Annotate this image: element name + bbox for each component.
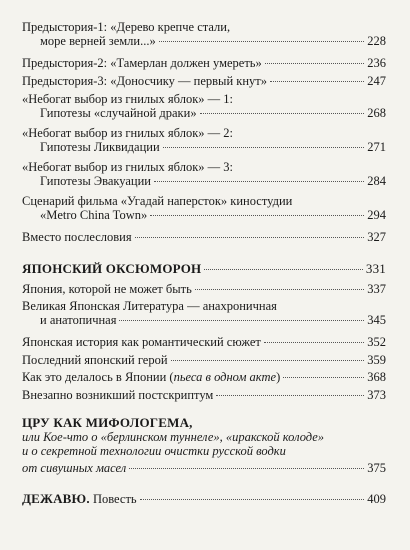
toc-entry-title: Предыстория-2: «Тамерлан должен умереть» <box>22 56 262 70</box>
dot-leader <box>159 41 365 42</box>
toc-entry-title: Предыстория-3: «Доносчику — первый кнут» <box>22 74 267 88</box>
toc-entry-title: «Metro China Town» <box>40 208 148 222</box>
dot-leader <box>140 499 365 500</box>
toc-entry <box>22 56 386 70</box>
toc-section-dejavu <box>22 492 386 506</box>
toc-entry <box>22 335 386 349</box>
section-title: ЯПОНСКИЙ ОКСЮМОРОН <box>22 261 202 276</box>
toc-entry-title: Япония, которой не может быть <box>22 282 192 296</box>
toc-section-cia <box>22 416 386 475</box>
toc-page-number: 327 <box>367 230 386 244</box>
toc-entry-line: Сценарий фильма «Угадай наперсток» киностудии <box>22 194 293 208</box>
toc-entry-title: море верней земли...» <box>40 34 156 48</box>
toc-page-number: 373 <box>367 388 386 402</box>
dot-leader <box>129 468 364 469</box>
toc-entry-title <box>22 370 280 384</box>
section-subtitle-line: или Кое-что о «берлинском туннеле», «иракской колоде» <box>22 430 325 444</box>
toc-page-number: 331 <box>365 261 386 276</box>
toc-entry <box>22 370 386 384</box>
section-subtitle-line: от сивушных масел <box>22 461 127 475</box>
dot-leader <box>265 63 364 64</box>
toc-entry <box>22 194 386 222</box>
dot-leader <box>270 81 364 82</box>
toc-page-number: 352 <box>367 335 386 349</box>
section-title <box>22 492 137 506</box>
toc-entry <box>22 353 386 367</box>
dot-leader <box>283 377 364 378</box>
toc-entry <box>22 74 386 88</box>
dot-leader <box>154 181 364 182</box>
toc-entry <box>22 126 386 154</box>
toc-entry <box>22 282 386 296</box>
toc-section-heading <box>22 262 386 276</box>
toc-entry <box>22 92 386 120</box>
toc-page-number: 359 <box>367 353 386 367</box>
section-title-bold: ДЕЖАВЮ. <box>22 491 90 506</box>
toc-page-number: 368 <box>367 370 386 384</box>
toc-entry-title: Гипотезы Эвакуации <box>40 174 151 188</box>
toc-entry-title: Внезапно возникший постскриптум <box>22 388 214 402</box>
toc-entry <box>22 20 386 48</box>
section-title-rest: Повесть <box>89 492 137 506</box>
toc-page-number: 236 <box>367 56 386 70</box>
toc-entry-title: Гипотезы «случайной драки» <box>40 106 197 120</box>
toc-page-number: 294 <box>367 208 386 222</box>
section-title: ЦРУ КАК МИФОЛОГЕМА, <box>22 415 193 430</box>
toc-entry-line: «Небогат выбор из гнилых яблок» — 3: <box>22 160 234 174</box>
dot-leader <box>200 113 365 114</box>
toc-entry-title-close: ) <box>276 370 281 384</box>
toc-page-number: 228 <box>367 34 386 48</box>
dot-leader <box>264 342 364 343</box>
toc-entry-line: Предыстория-1: «Дерево крепче стали, <box>22 20 231 34</box>
toc-entry <box>22 230 386 244</box>
toc-entry-title: и анатопичная <box>40 313 117 327</box>
dot-leader <box>216 395 364 396</box>
toc-entry-line: Великая Японская Литература — анахроничная <box>22 299 277 313</box>
dot-leader <box>195 289 364 290</box>
dot-leader <box>163 147 365 148</box>
toc-entry <box>22 299 386 327</box>
toc-page-number: 337 <box>367 282 386 296</box>
toc-page-number: 375 <box>367 461 386 475</box>
toc-page-number: 268 <box>367 106 386 120</box>
dot-leader <box>135 237 365 238</box>
toc-entry-title: Гипотезы Ликвидации <box>40 140 160 154</box>
toc-page-number: 345 <box>367 313 386 327</box>
toc-entry-title: Последний японский герой <box>22 353 168 367</box>
toc-page-number: 271 <box>367 140 386 154</box>
toc-entry-title: Японская история как романтический сюжет <box>22 335 261 349</box>
dot-leader <box>171 360 365 361</box>
dot-leader <box>119 320 364 321</box>
toc-page-number: 409 <box>367 492 386 506</box>
section-subtitle-line: и о секретной технологии очистки русской водки <box>22 444 286 458</box>
toc-page-number: 284 <box>367 174 386 188</box>
toc-entry-title-italic: пьеса в одном акте <box>173 370 277 384</box>
dot-leader <box>150 215 364 216</box>
toc-page-number: 247 <box>367 74 386 88</box>
toc-entry-title-plain: Как это делалось в Японии ( <box>22 370 174 384</box>
toc-entry-line: «Небогат выбор из гнилых яблок» — 2: <box>22 126 234 140</box>
toc-entry-line: «Небогат выбор из гнилых яблок» — 1: <box>22 92 234 106</box>
toc-entry <box>22 160 386 188</box>
toc-entry-title: Вместо послесловия <box>22 230 132 244</box>
dot-leader <box>204 269 363 270</box>
toc-entry <box>22 388 386 402</box>
